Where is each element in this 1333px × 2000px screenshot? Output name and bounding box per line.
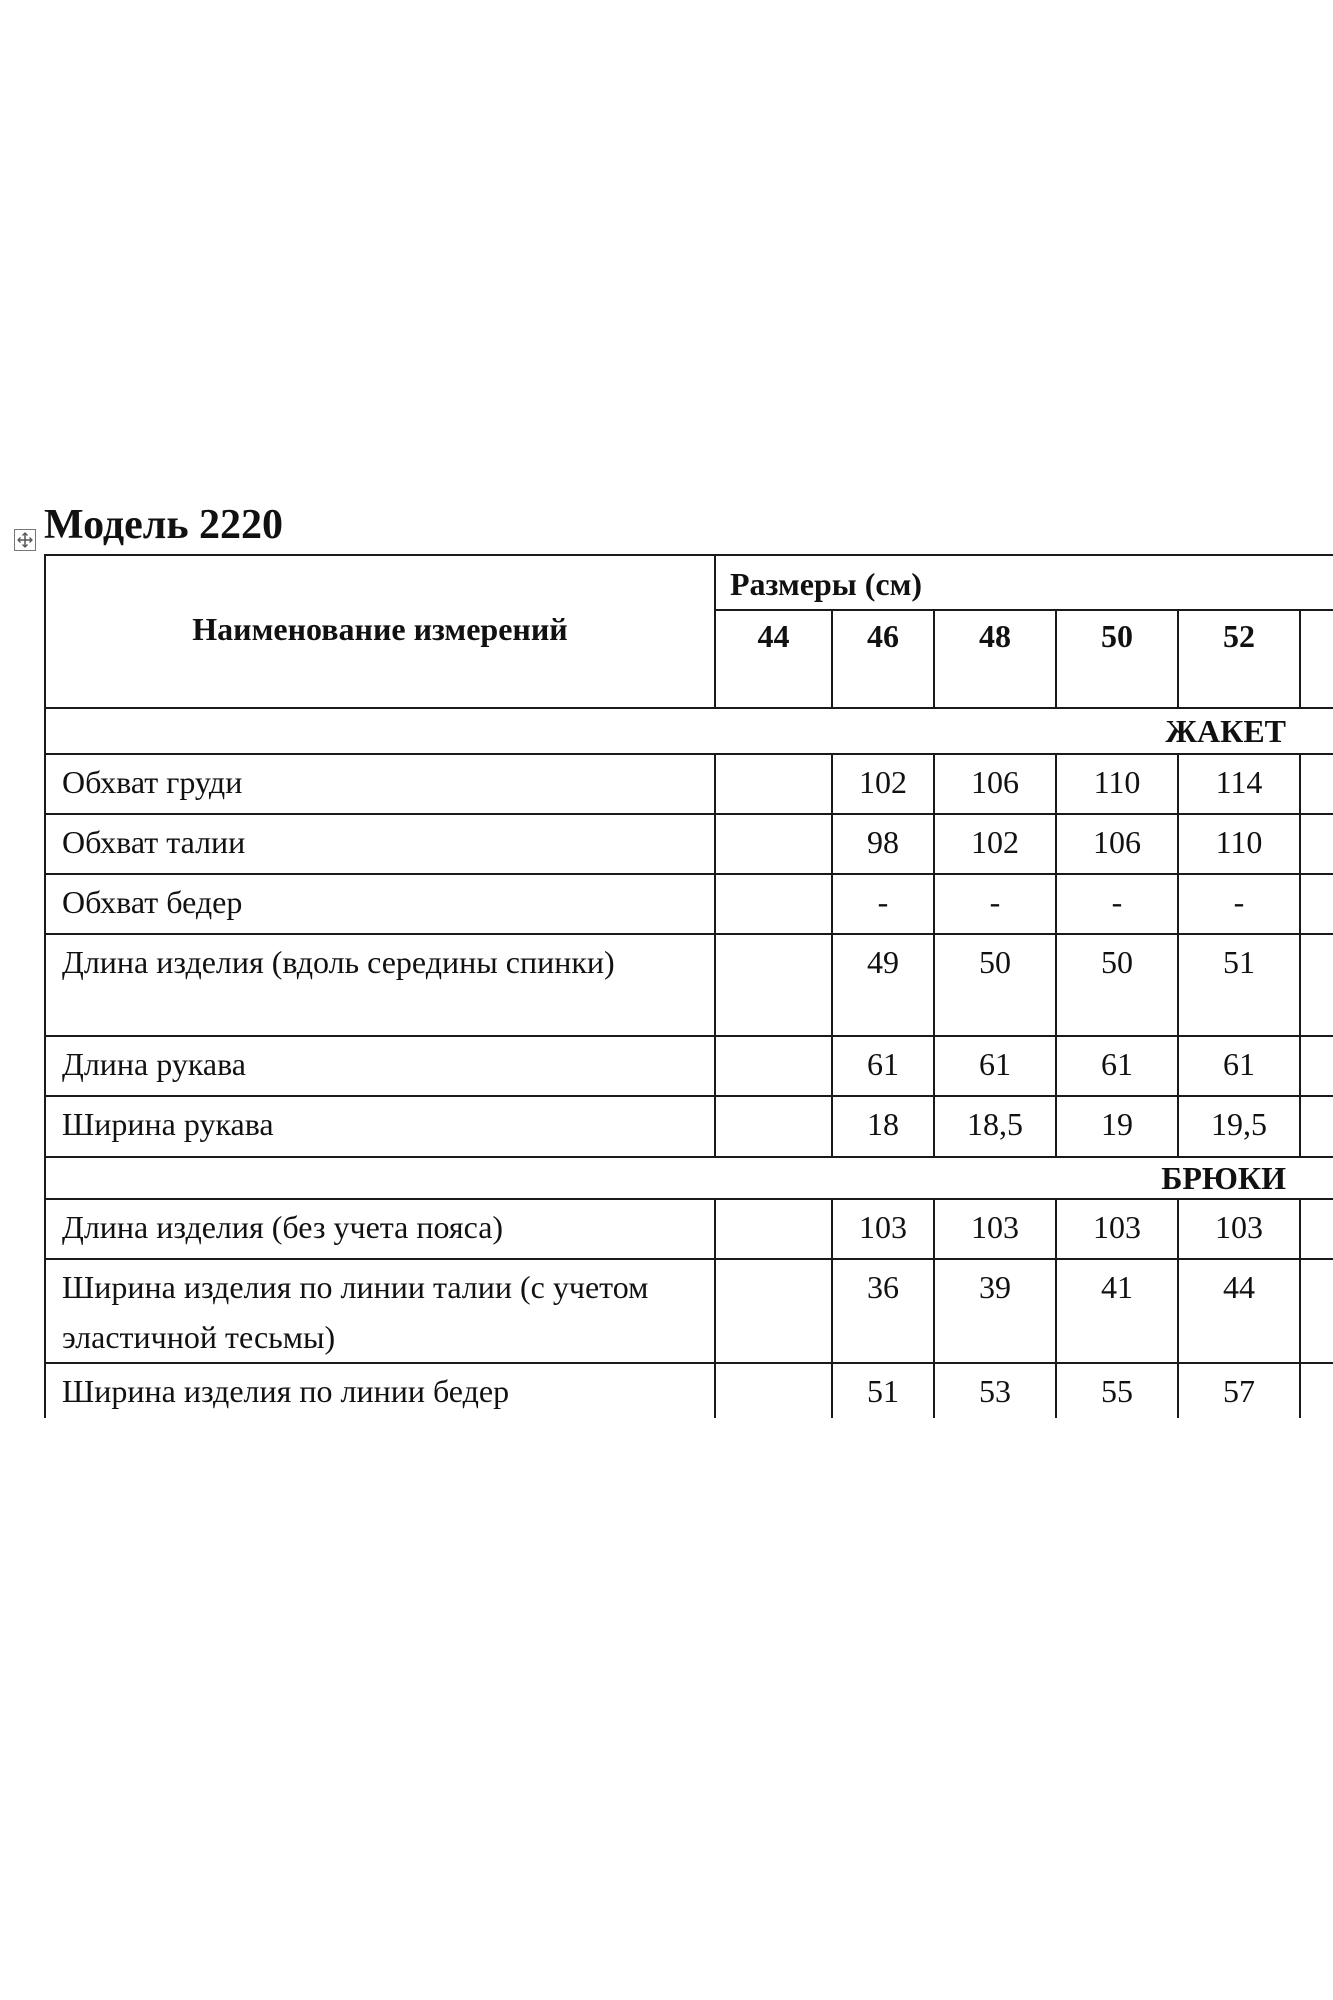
- measurement-name: Длина рукава: [45, 1036, 715, 1096]
- size-header-46: 46: [832, 610, 934, 708]
- measurement-value-extra: [1300, 1363, 1333, 1418]
- measurement-value: [715, 1363, 832, 1418]
- section-row: [45, 708, 1333, 754]
- size-table: [44, 554, 1333, 1418]
- size-header-50: 50: [1056, 610, 1178, 708]
- measurement-value-extra: [1300, 1259, 1333, 1363]
- measurement-value: 18: [832, 1096, 934, 1157]
- measurement-name: Ширина изделия по линии бедер: [45, 1363, 715, 1418]
- measurement-value: -: [832, 874, 934, 934]
- measurement-name: Обхват талии: [45, 814, 715, 874]
- measurement-value: 61: [1178, 1036, 1300, 1096]
- measurement-value: 57: [1178, 1363, 1300, 1418]
- measurement-name: Длина изделия (без учета пояса): [45, 1199, 715, 1259]
- measurement-value: -: [1178, 874, 1300, 934]
- table-row: [45, 814, 1333, 874]
- measurement-value: 41: [1056, 1259, 1178, 1363]
- measurement-name-header: Наименование измерений: [45, 555, 715, 708]
- measurement-value-extra: [1300, 1199, 1333, 1259]
- sizes-header: Размеры (см): [715, 555, 1333, 610]
- measurement-value: 103: [1178, 1199, 1300, 1259]
- measurement-value: [715, 874, 832, 934]
- section-label: ЖАКЕТ: [45, 708, 1333, 754]
- measurement-value: 36: [832, 1259, 934, 1363]
- table-row: [45, 1096, 1333, 1157]
- measurement-value: 39: [934, 1259, 1056, 1363]
- model-title: Модель 2220: [44, 502, 284, 548]
- measurement-value: 55: [1056, 1363, 1178, 1418]
- measurement-value: 98: [832, 814, 934, 874]
- table-row: [45, 1199, 1333, 1259]
- measurement-value-extra: [1300, 934, 1333, 1036]
- measurement-value: 51: [1178, 934, 1300, 1036]
- measurement-name: Ширина рукава: [45, 1096, 715, 1157]
- measurement-value: 106: [1056, 814, 1178, 874]
- measurement-value: [715, 754, 832, 814]
- table-row: [45, 1363, 1333, 1418]
- table-move-handle-icon[interactable]: [14, 529, 36, 551]
- measurement-value: 102: [832, 754, 934, 814]
- measurement-value-extra: [1300, 754, 1333, 814]
- measurement-value: 61: [934, 1036, 1056, 1096]
- measurement-name: Ширина изделия по линии талии (с учетом эластичной тесьмы): [45, 1259, 715, 1363]
- table-row: [45, 934, 1333, 1036]
- size-header-52: 52: [1178, 610, 1300, 708]
- measurement-value: 51: [832, 1363, 934, 1418]
- measurement-value: [715, 1199, 832, 1259]
- measurement-value: 114: [1178, 754, 1300, 814]
- size-header-48: 48: [934, 610, 1056, 708]
- measurement-value: 103: [934, 1199, 1056, 1259]
- measurement-value: 50: [1056, 934, 1178, 1036]
- table-row: [45, 1036, 1333, 1096]
- measurement-value-extra: [1300, 1096, 1333, 1157]
- measurement-name: Обхват бедер: [45, 874, 715, 934]
- measurement-value-extra: [1300, 814, 1333, 874]
- measurement-value: 50: [934, 934, 1056, 1036]
- measurement-name: Обхват груди: [45, 754, 715, 814]
- measurement-value: 53: [934, 1363, 1056, 1418]
- measurement-value: -: [1056, 874, 1178, 934]
- measurement-value: 18,5: [934, 1096, 1056, 1157]
- measurement-value: 106: [934, 754, 1056, 814]
- measurement-value: 61: [832, 1036, 934, 1096]
- measurement-value: [715, 1096, 832, 1157]
- measurement-value: 103: [832, 1199, 934, 1259]
- measurement-value: 110: [1178, 814, 1300, 874]
- measurement-value: 102: [934, 814, 1056, 874]
- table-row: [45, 1259, 1333, 1363]
- measurement-value: 103: [1056, 1199, 1178, 1259]
- table-row: [45, 754, 1333, 814]
- measurement-value-extra: [1300, 874, 1333, 934]
- measurement-value: 110: [1056, 754, 1178, 814]
- section-label: БРЮКИ: [45, 1157, 1333, 1199]
- measurement-value: 19: [1056, 1096, 1178, 1157]
- section-row: [45, 1157, 1333, 1199]
- measurement-value: 44: [1178, 1259, 1300, 1363]
- measurement-value: 49: [832, 934, 934, 1036]
- measurement-value: [715, 1036, 832, 1096]
- measurement-value: 61: [1056, 1036, 1178, 1096]
- measurement-value: [715, 814, 832, 874]
- measurement-value-extra: [1300, 1036, 1333, 1096]
- size-header-44: 44: [715, 610, 832, 708]
- measurement-value: -: [934, 874, 1056, 934]
- header-row: [45, 555, 1333, 610]
- size-table-container: [44, 554, 1333, 1418]
- size-header-extra: [1300, 610, 1333, 708]
- measurement-value: 19,5: [1178, 1096, 1300, 1157]
- measurement-value: [715, 1259, 832, 1363]
- measurement-name: Длина изделия (вдоль середины спинки): [45, 934, 715, 1036]
- table-row: [45, 874, 1333, 934]
- measurement-value: [715, 934, 832, 1036]
